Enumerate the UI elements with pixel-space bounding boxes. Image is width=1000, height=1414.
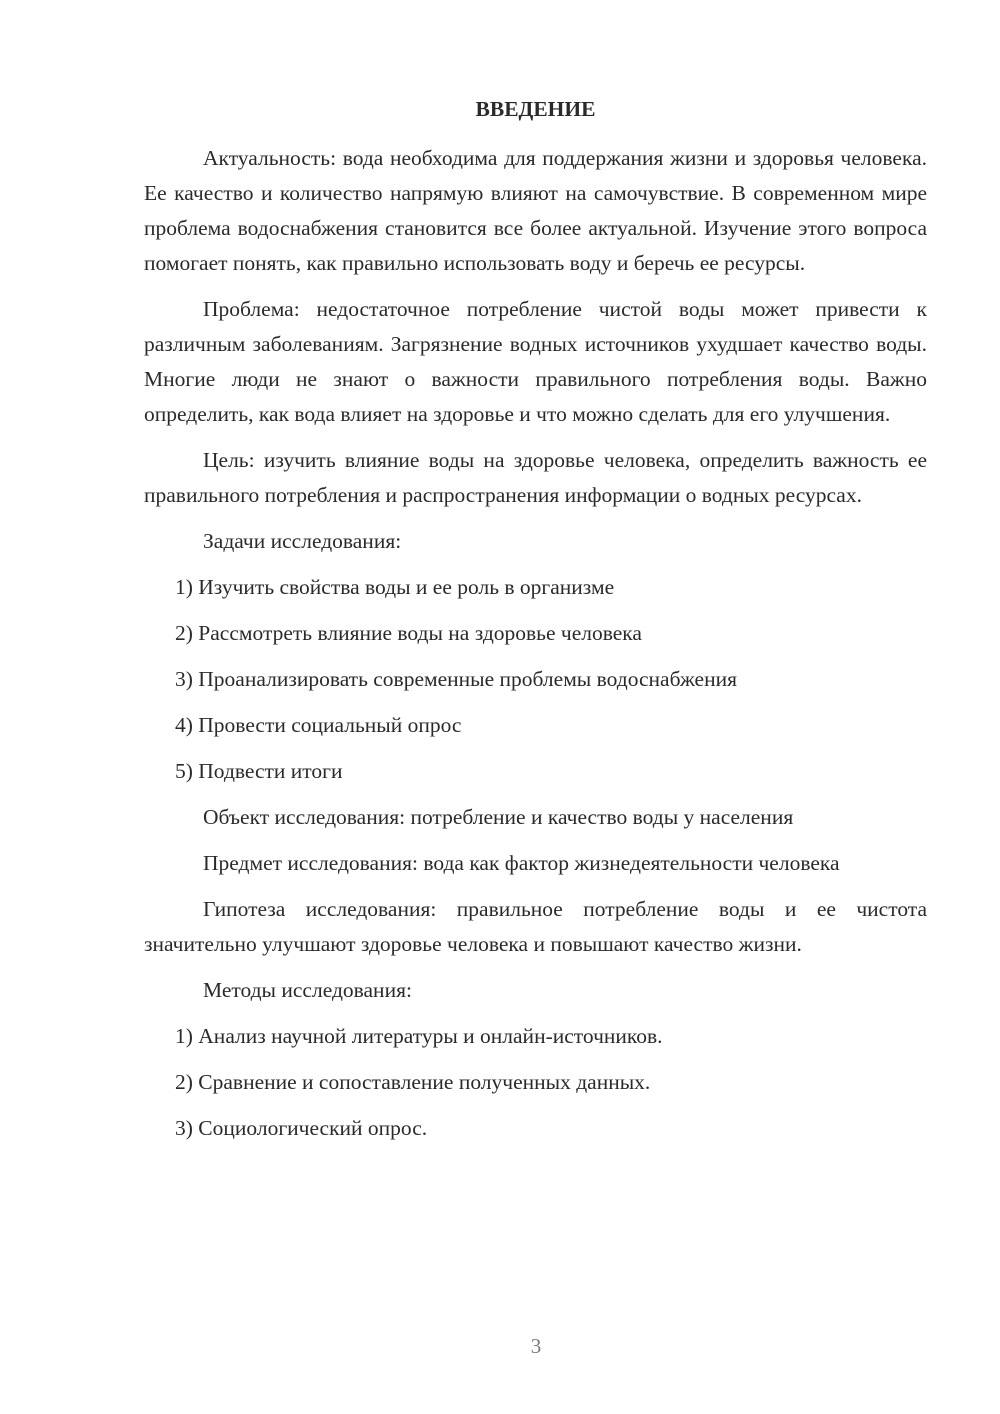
relevance-paragraph: Актуальность: вода необходима для поддержания жизни и здоровья человека. Ее качество и количество напрямую влияют на самочувствие. В современном мире проблема водоснабжения становится все более актуальной. Изучение этого вопроса помогает понять, как правильно использовать воду и беречь ее ресурсы. (144, 146, 927, 275)
document-page (144, 94, 927, 1157)
tasks-list (144, 570, 927, 789)
method-item: 2) Сравнение и сопоставление полученных данных. (175, 1070, 651, 1094)
task-item: 2) Рассмотреть влияние воды на здоровье человека (175, 621, 642, 645)
subject-paragraph: Предмет исследования: вода как фактор жизнедеятельности человека (203, 851, 840, 875)
page-number: 3 (530, 1334, 542, 1358)
method-item: 3) Социологический опрос. (175, 1116, 428, 1140)
hypothesis-paragraph: Гипотеза исследования: правильное потребление воды и ее чистота значительно улучшают здоровье человека и повышают качество жизни. (144, 897, 927, 956)
methods-label: Методы исследования: (203, 978, 412, 1002)
object-paragraph: Объект исследования: потребление и качество воды у населения (203, 805, 794, 829)
task-item: 3) Проанализировать современные проблемы водоснабжения (175, 667, 737, 691)
problem-paragraph: Проблема: недостаточное потребление чистой воды может привести к различным заболеваниям. Загрязнение водных источников ухудшает качество воды. Многие люди не знают о важности правильного потребления воды. Важно определить, как вода влияет на здоровье и что можно сделать для его улучшения. (144, 297, 927, 426)
section-heading: ВВЕДЕНИЕ (475, 97, 596, 121)
goal-paragraph: Цель: изучить влияние воды на здоровье человека, определить важность ее правильного потребления и распространения информации о водных ресурсах. (144, 448, 927, 507)
tasks-label: Задачи исследования: (203, 529, 402, 553)
method-item: 1) Анализ научной литературы и онлайн-источников. (175, 1024, 663, 1048)
task-item: 1) Изучить свойства воды и ее роль в организме (175, 575, 615, 599)
task-item: 4) Провести социальный опрос (175, 713, 462, 737)
methods-list (144, 1019, 927, 1146)
task-item: 5) Подвести итоги (175, 759, 343, 783)
